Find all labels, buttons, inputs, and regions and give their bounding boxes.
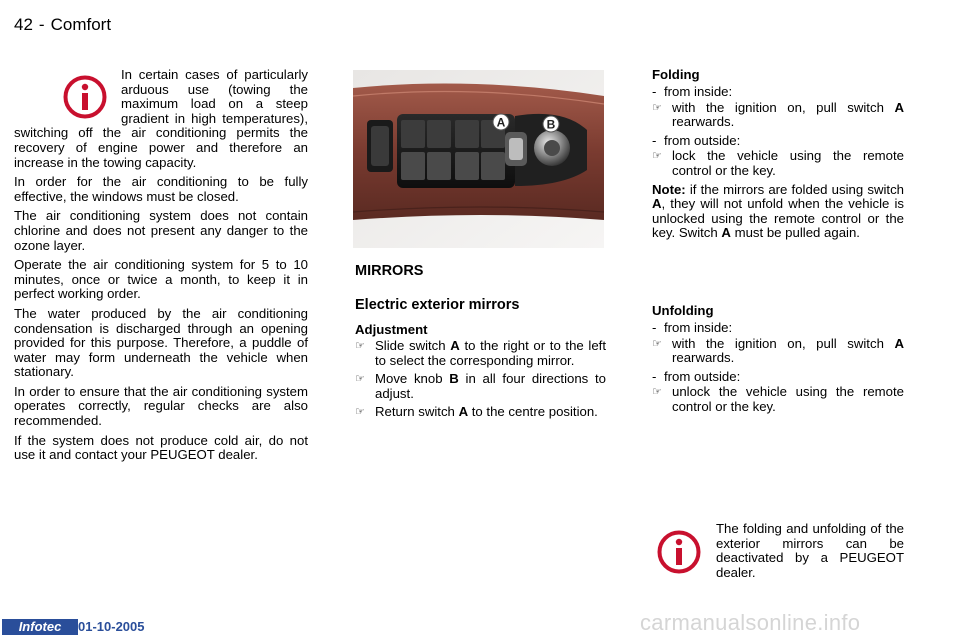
- pointing-hand-icon: ☞: [652, 336, 662, 350]
- info-intro: In certain cases of particularly arduous use (towing the maximum load on a steep gradient in high temperatures), switching off the air conditioning permits the recovery of engine power and therefore an increase in the towing capacity.: [14, 67, 308, 170]
- section-title: Comfort: [50, 15, 112, 34]
- folding-outside-step: ☞ lock the vehicle using the remote control or the key.: [652, 148, 904, 178]
- folding-inside: - from inside:: [652, 84, 733, 99]
- pointing-hand-icon: ☞: [652, 385, 662, 399]
- right-column-folding: [652, 67, 904, 241]
- paragraph: Operate the air conditioning system for 5 to 10 minutes, once or twice a month, to keep it in perfect working order.: [14, 257, 308, 302]
- section-heading: MIRRORS: [355, 263, 424, 279]
- pointing-hand-icon: ☞: [355, 372, 365, 386]
- pointing-hand-icon: ☞: [355, 405, 365, 419]
- adjustment-step: ☞ Move knob B in all four directions to adjust.: [355, 371, 606, 401]
- left-column: [14, 68, 308, 468]
- info-icon: [656, 529, 702, 579]
- adjustment-step: ☞ Slide switch A to the right or to the left to select the corresponding mirror.: [355, 338, 607, 368]
- watermark-site: carmanualsonline.info: [640, 610, 861, 635]
- paragraph: The water produced by the air conditioning condensation is discharged through an opening provided for this purpose. Therefore, a puddle of water may form underneath the vehicle when stationary.: [14, 305, 308, 380]
- paragraph: If the system does not produce cold air, do not use it and contact your PEUGEOT dealer.: [14, 432, 308, 463]
- unfolding-inside: - from inside:: [652, 320, 733, 335]
- unfolding-outside: - from outside:: [652, 368, 741, 384]
- info-box-text: The folding and unfolding of the exterior mirrors can be deactivated by a PEUGEOT dealer.: [716, 521, 904, 580]
- footer-date: 01-10-2005: [78, 619, 145, 634]
- mirror-control-photo: [353, 70, 604, 248]
- label-a: A: [496, 115, 506, 130]
- unfolding-outside-step: ☞ unlock the vehicle using the remote control or the key.: [652, 384, 904, 414]
- unfolding-heading: Unfolding: [652, 303, 714, 318]
- unfolding-inside-step: ☞ with the ignition on, pull switch A rearwards.: [652, 335, 904, 366]
- infotec-logo: Infotec: [2, 619, 78, 635]
- label-b: B: [546, 117, 556, 132]
- folding-heading: Folding: [652, 67, 700, 82]
- paragraph: In order for the air conditioning to be fully effective, the windows must be closed.: [14, 174, 308, 204]
- pointing-hand-icon: ☞: [355, 339, 365, 352]
- adjustment-step: ☞ Return switch A to the centre position.: [355, 404, 598, 420]
- folding-outside: - from outside:: [652, 132, 741, 148]
- middle-column: [355, 262, 606, 424]
- adjustment-heading: Adjustment: [355, 322, 428, 337]
- page-header: [14, 15, 117, 35]
- page-number: 42: [14, 15, 33, 34]
- subsection-heading: Electric exterior mirrors: [355, 297, 520, 313]
- paragraph: In order to ensure that the air conditioning system operates correctly, regular checks are also recommended.: [14, 383, 308, 429]
- folding-inside-step: ☞ with the ignition on, pull switch A rearwards.: [652, 99, 904, 130]
- paragraph: The air conditioning system does not contain chlorine and does not present any danger to the ozone layer.: [14, 208, 308, 253]
- header-separator: -: [38, 15, 45, 34]
- pointing-hand-icon: ☞: [652, 149, 662, 163]
- right-column-unfolding: [652, 303, 904, 419]
- note: Note: if the mirrors are folded using switch A, they will not unfold when the vehicle is unlocked using the remote control or the key. Switch A must be pulled again.: [652, 181, 904, 241]
- pointing-hand-icon: ☞: [652, 100, 662, 114]
